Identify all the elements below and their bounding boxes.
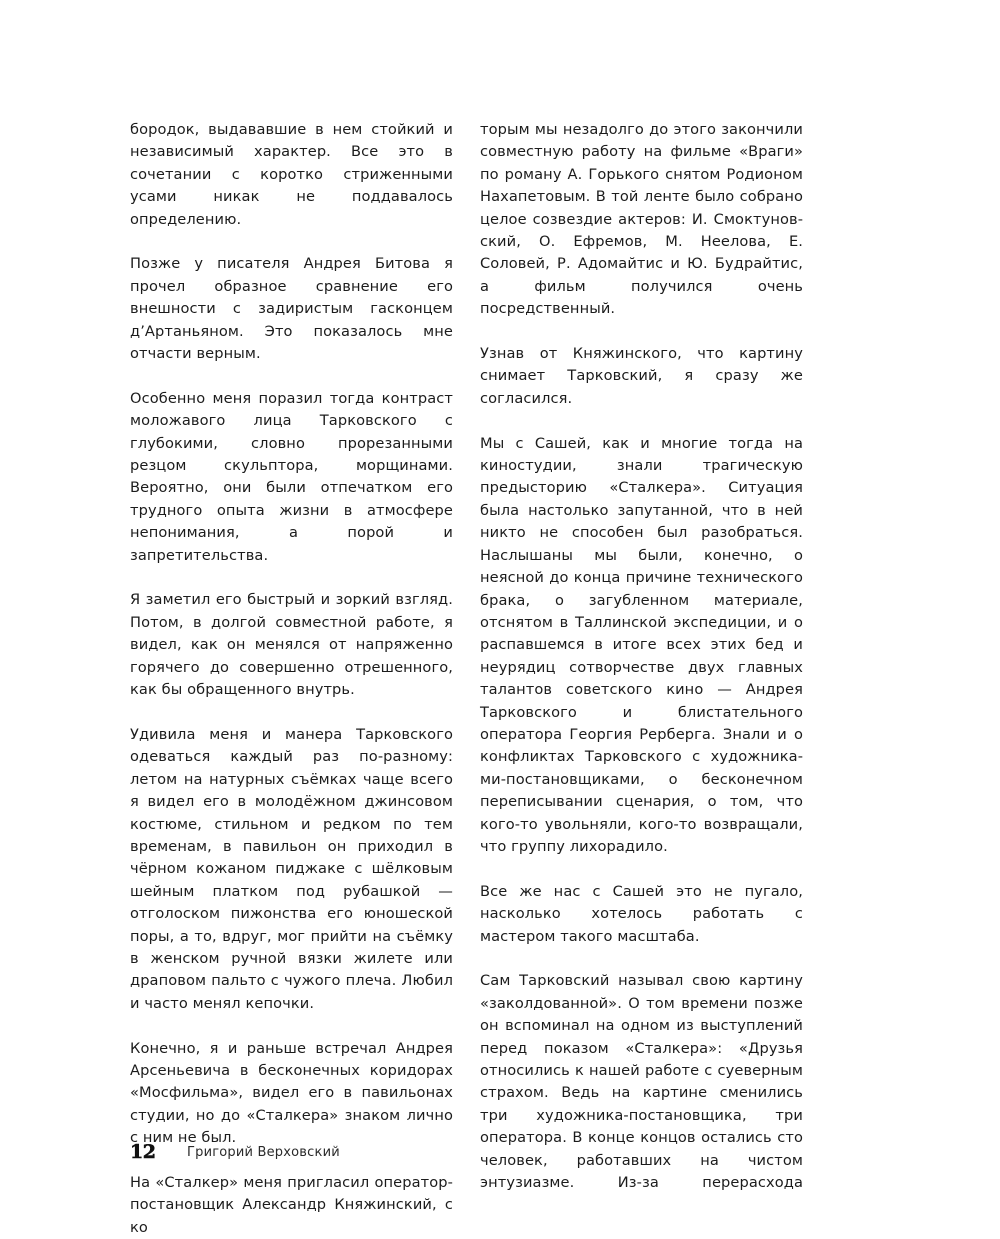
paragraph: Удивила меня и манера Тарковского одеваться каждый раз по-разному: летом на натурных съёмках чаще всего я видел его в молодёжном джинсовом костюме, стильном и редком по тем временам, в павильон он приходил в чёрном кожаном пиджаке с шёлковым шейным платком под рубашкой — отголоском пижонства его юношеской поры, а то, вдруг, мог прийти на съёмку в женском ручной вязки жилете или драповом пальто с чужого плеча. Любил и часто менял кепочки. (130, 725, 453, 1012)
paragraph: Конечно, я и раньше встречал Андрея Арсеньевича в бесконечных коридорах «Мосфильма», видел его в павильонах студии, но до «Сталкера» знаком лично с ним не был. (130, 1039, 453, 1147)
right-text-column (480, 119, 803, 1194)
paragraph-continuation: торым мы незадолго до этого закончили совместную работу на фильме «Враги» по роману А. Горького снятом Родионом Нахапетовым. В той ленте было собрано целое созвездие актеров: И. Смоктуновский, О. Ефремов, М. Неелова, Е. Соловей, Р. Адомайтис и Ю. Будрайтис, а фильм получился очень посредственный. (480, 121, 803, 318)
page-footer (130, 1140, 340, 1164)
paragraph: Мы с Сашей, как и многие тогда на киностудии, знали трагическую предысторию «Сталкера». Ситуация была настолько запутанной, что в ней никто не способен был разобраться. Наслышаны мы были, конечно, о неясной до конца причине технического брака, о загубленном материале, отснятом в Таллинской экспедиции, и о распавшемся в итоге всех этих бед и неурядиц сотворчестве двух главных талантов советского кино — Андрея Тарковского и блистательного оператора Георгия Рерберга. Знали и о конфликтах Тарковского с художниками-постановщиками, о бесконечном переписывании сценария, о том, что кого-то увольняли, кого-то возвращали, что группу лихорадило. (480, 434, 803, 855)
paragraph: Узнав от Княжинского, что картину снимает Тарковский, я сразу же согласился. (480, 345, 803, 407)
page-number: 12 (130, 1141, 156, 1163)
paragraph: Позже у писателя Андрея Битова я прочел образное сравнение его внешности с задиристым гасконцем д’Артаньяном. Это показалось мне отчасти верным. (130, 255, 453, 363)
paragraph-continued: Сам Тарковский называл свою картину «заколдованной». О том времени позже он вспоминал на одном из выступлений перед показом «Сталкера»: «Друзья относились к нашей работе с суеверным страхом. Ведь на картине сменились три художника-постановщика, три оператора. В конце концов остались сто человек, работавших на чистом энтузиазме. Из-за перерасхода (480, 972, 803, 1192)
paragraph: Я заметил его быстрый и зоркий взгляд. Потом, в долгой совместной работе, я видел, как он менялся от напряженно горячего до совершенно отрешенного, как бы обращенного внутрь. (130, 591, 453, 699)
left-text-column (130, 119, 453, 1239)
paragraph: Особенно меня поразил тогда контраст моложавого лица Тарковского с глубокими, словно прорезанными резцом скульптора, морщинами. Вероятно, они были отпечатком его трудного опыта жизни в атмосфере непонимания, а порой и запретительства. (130, 389, 453, 564)
paragraph: Все же нас с Сашей это не пугало, насколько хотелось работать с мастером такого масштаба. (480, 882, 803, 945)
paragraph-continued: На «Сталкер» меня пригласил оператор-постановщик Александр Княжинский, с ко (130, 1174, 453, 1236)
running-author: Григорий Верховский (187, 1144, 340, 1160)
paragraph: бородок, выдававшие в нем стойкий и независимый характер. Все это в сочетании с коротко стриженными усами никак не поддавалось определению. (130, 121, 453, 228)
